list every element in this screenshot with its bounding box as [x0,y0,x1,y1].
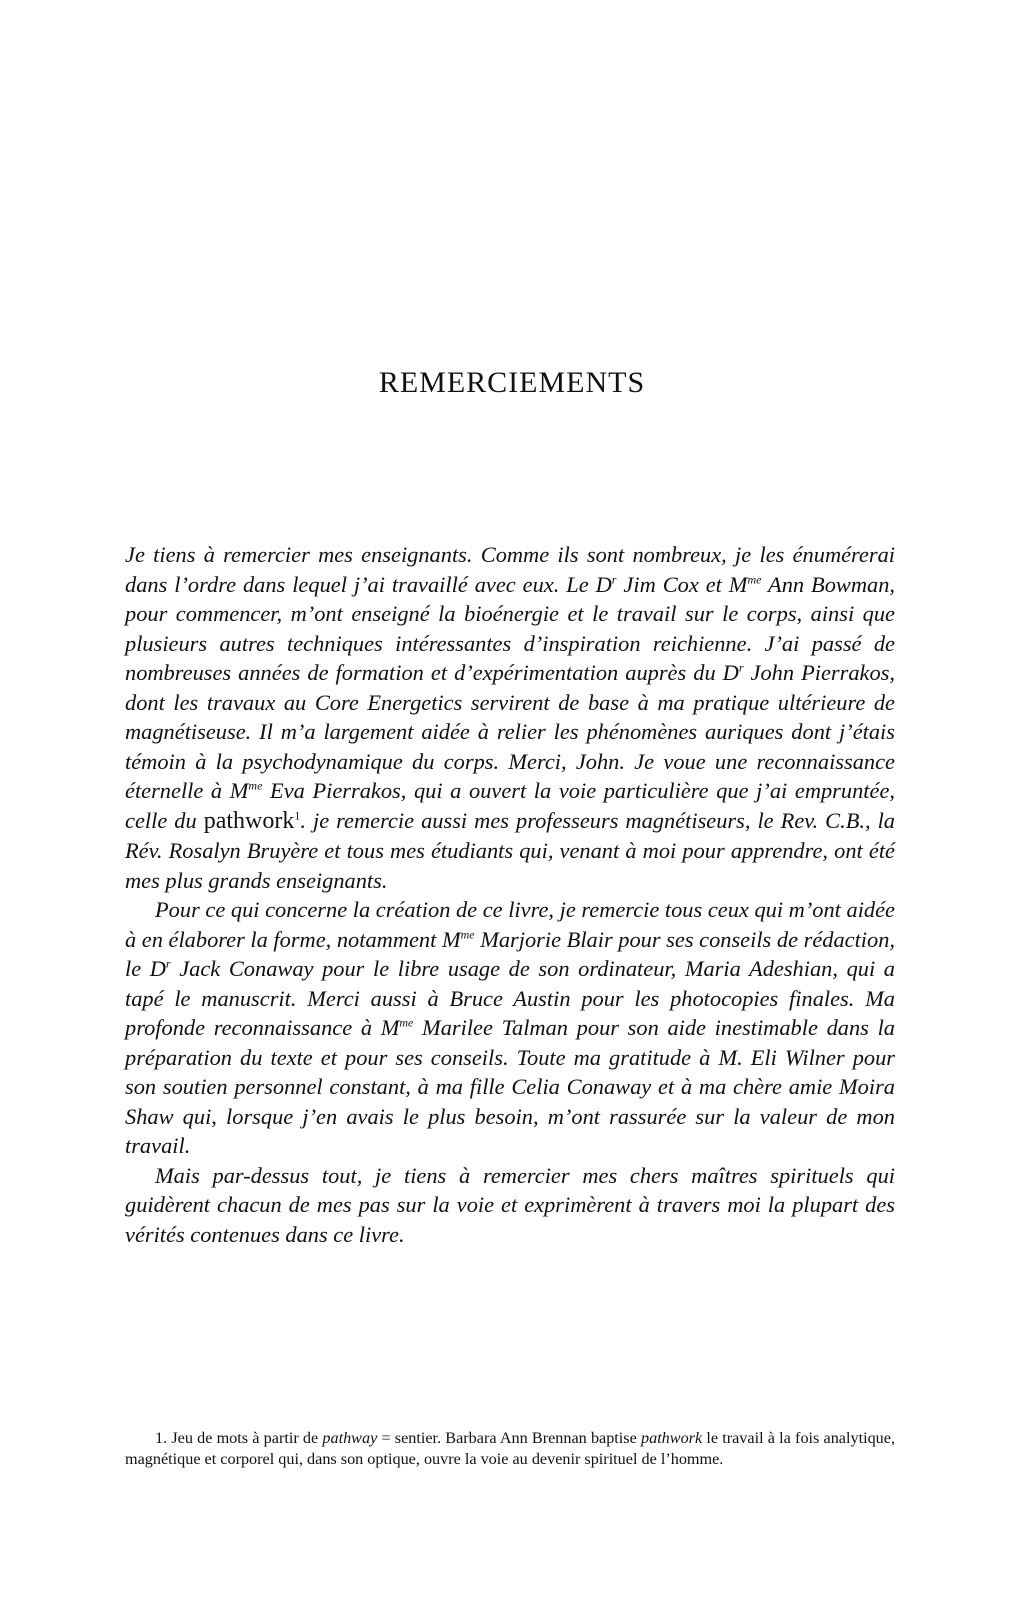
footnote-reference[interactable]: 1 [294,808,301,823]
paragraph-3 [125,1161,895,1250]
text-segment: Pour ce qui concerne la création de ce livre, je remercie tous ceux qui m’ont aidée à en élaborer la forme, notamment M [125,897,895,952]
term-pathway: pathway [322,1429,378,1447]
text-segment: . je remercie aussi mes professeurs magnétiseurs, le Rev. C.B., la Rév. Rosalyn Bruyère et tous mes étudiants qui, venant à moi pour apprendre, ont été mes plus grands enseignants. [125,807,895,893]
paragraph-2 [125,895,895,1161]
superscript: r [738,660,744,675]
footnote [125,1428,895,1470]
pathwork-term: pathwork [203,807,295,834]
superscript: r [165,956,171,971]
text-segment: Jim Cox et M [616,571,748,597]
text-segment: Je tiens à remercier mes enseignants. Comme ils sont nombreux, je les énumérerai dans l’ordre dans lequel j’ai travaillé avec eux. Le D [125,542,895,597]
page-title: REMERCIEMENTS [378,366,646,399]
superscript: r [611,572,617,587]
text-segment: Ann Bowman, pour commencer, m’ont enseigné la bioénergie et le travail sur le corps, ainsi que plusieurs autres techniques intéressantes d’inspiration reichienne. J’ai passé de nombreuses années de formation et d’expérimentation auprès du D [125,571,895,685]
superscript: me [248,778,263,793]
text-segment: Mais par-dessus tout, je tiens à remercier mes chers maîtres spirituels qui guidèrent chacun de mes pas sur la voie et exprimèrent à travers moi la plupart des vérités contenues dans ce livre. [125,1162,895,1247]
text-segment: Jack Conaway pour le libre usage de son ordinateur, Maria Adeshian, qui a tapé le manuscrit. Merci aussi à Bruce Austin pour les photocopies finales. Ma profonde reconnaissance à M [125,956,895,1040]
text-segment: = sentier. Barbara Ann Brennan baptise [377,1429,641,1447]
text-segment: le travail à la fois analytique, magnétique et corporel qui, dans son optique, ouvre la voie au devenir spirituel de l’homme. [125,1429,895,1468]
superscript: me [747,572,762,587]
acknowledgements-body [125,540,895,1249]
text-segment: John Pierrakos, dont les travaux au Core Energetics servirent de base à ma pratique ultérieure de magnétiseuse. Il m’a largement aidée à relier les phénomènes auriques dont j’étais témoin à la psychodynamique du corps. Merci, John. Je voue une reconnaissance éternelle à M [125,660,896,803]
term-pathwork: pathwork [641,1429,703,1447]
text-segment: Marjorie Blair pour ses conseils de rédaction, le D [125,926,896,981]
text-segment: Jeu de mots à partir de [167,1429,323,1447]
superscript: me [399,1015,414,1030]
footnote-1 [125,1428,895,1470]
paragraph-1 [125,540,895,895]
text-segment: Eva Pierrakos, qui a ouvert la voie particulière que j’ai empruntée, celle du [125,778,895,833]
footnote-number: 1. [155,1429,168,1447]
text-segment: Marilee Talman pour son aide inestimable dans la préparation du texte et pour ses conseils. Toute ma gratitude à M. Eli Wilner pour son soutien personnel constant, à ma fille Celia Conaway et à ma chère amie Moira Shaw qui, lorsque j’en avais le plus besoin, m’ont rassurée sur la valeur de mon travail. [125,1015,895,1158]
superscript: me [460,927,475,942]
